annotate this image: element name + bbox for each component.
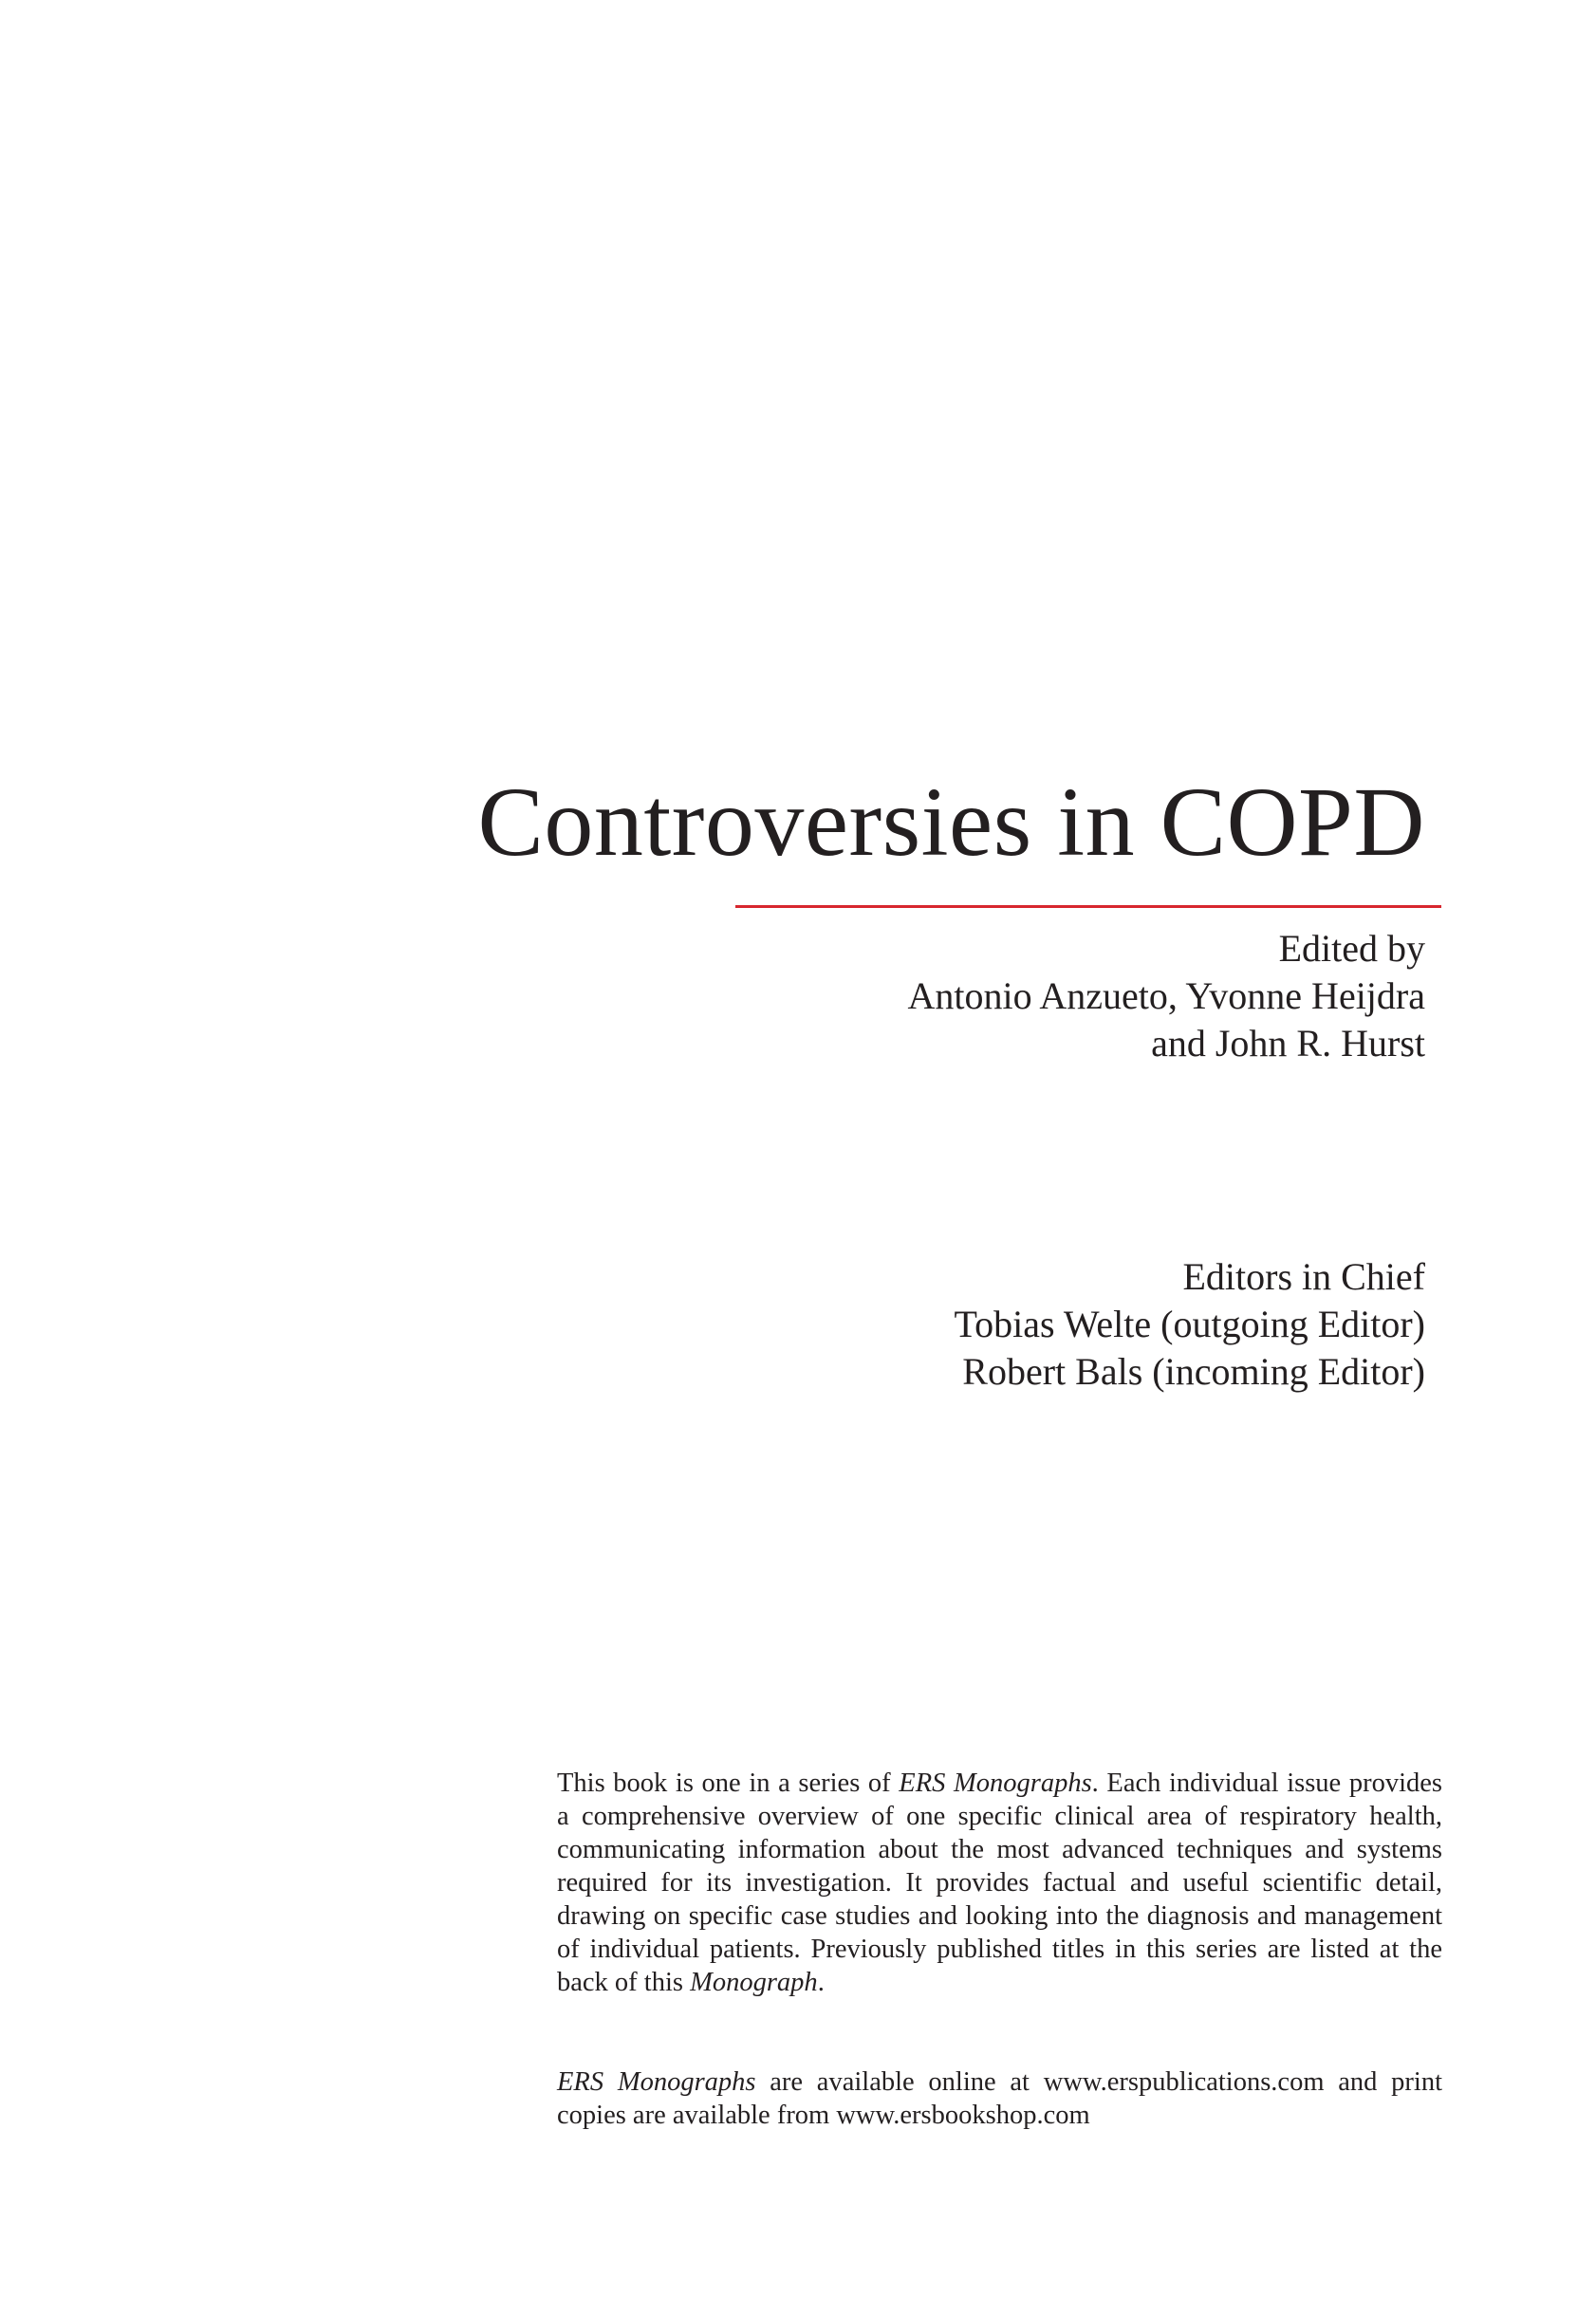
book-title: Controversies in COPD	[477, 768, 1425, 877]
edited-by-label: Edited by	[1278, 927, 1425, 970]
editors-in-chief-block	[955, 1253, 1425, 1396]
availability-text: are available online at www.erspublications.com and print copies are available from www.ersbookshop.com	[557, 2067, 1442, 2130]
availability-series-name: ERS Monographs	[557, 2067, 756, 2097]
availability-note	[557, 2065, 1442, 2132]
description-part-1: This book is one in a series of	[557, 1769, 900, 1798]
description-part-3: .	[817, 1968, 825, 1997]
series-name: ERS Monographs	[899, 1769, 1092, 1798]
series-description	[557, 1767, 1442, 1999]
series-description-paragraph	[557, 1767, 1442, 1999]
availability-paragraph	[557, 2065, 1442, 2132]
description-part-2: . Each individual issue provides a comprehensive overview of one specific clinical area of respiratory health, communicating information about the most advanced techniques and systems required for its investigation. It provides factual and useful scientific detail, drawing on specific case studies and looking into the diagnosis and management of individual patients. Previously published titles in this series are listed at the back of this	[557, 1769, 1442, 1997]
monograph-word: Monograph	[690, 1968, 818, 1997]
editors-in-chief-label: Editors in Chief	[1182, 1255, 1425, 1298]
editor-in-chief-outgoing: Tobias Welte (outgoing Editor)	[954, 1303, 1425, 1345]
edited-by-block	[907, 925, 1425, 1067]
editors-line-1: Antonio Anzueto, Yvonne Heijdra	[907, 974, 1425, 1017]
title-divider	[735, 905, 1441, 908]
editor-in-chief-incoming: Robert Bals (incoming Editor)	[962, 1350, 1425, 1393]
editors-line-2: and John R. Hurst	[1151, 1022, 1425, 1065]
